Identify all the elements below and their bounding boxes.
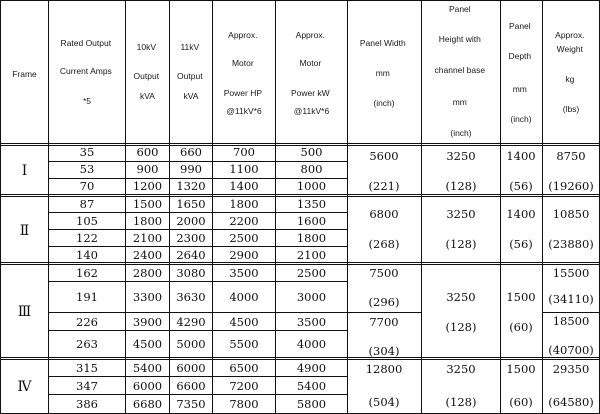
cell-11kv: 990 <box>180 162 202 176</box>
cell-amps: 386 <box>76 397 98 411</box>
table-row <box>76 379 326 393</box>
cell-10kv: 2100 <box>132 231 163 245</box>
frame-label: Ⅲ <box>17 304 32 320</box>
cell-11kv: 2640 <box>176 248 206 262</box>
cell-amps: 140 <box>76 248 98 262</box>
cell-kw: 2500 <box>296 266 327 280</box>
cell-kw: 4000 <box>296 337 327 351</box>
cell-weight: 29350 <box>552 362 590 376</box>
cell-kw: 1000 <box>296 179 327 193</box>
table-row <box>76 315 326 329</box>
cell-10kv: 3900 <box>132 315 163 329</box>
cell-amps: 87 <box>79 197 95 211</box>
header-frame: Frame <box>12 69 37 79</box>
cell-width: 6800 <box>369 207 399 221</box>
cell-weight-lbs: (34110) <box>548 292 594 306</box>
cell-10kv: 600 <box>136 145 159 159</box>
cell-10kv: 900 <box>136 162 159 176</box>
cell-weight: 18500 <box>552 314 590 328</box>
cell-hp: 4500 <box>229 315 259 329</box>
cell-11kv: 2000 <box>176 214 206 228</box>
frame-dims <box>366 362 594 409</box>
table-row <box>76 397 326 411</box>
cell-width-inch: (304) <box>368 344 400 358</box>
cell-10kv: 3300 <box>132 290 163 304</box>
header-panel-depth: Panel Depth mm (inch) <box>508 21 532 124</box>
cell-10kv: 6680 <box>132 397 163 411</box>
cell-kw: 3500 <box>296 315 327 329</box>
frame-label: Ⅱ <box>19 223 30 239</box>
table-row <box>76 231 326 245</box>
frame-label: Ⅰ <box>21 163 28 179</box>
cell-height: 3250 <box>446 149 476 163</box>
cell-weight-lbs: (23880) <box>548 237 594 251</box>
cell-height: 3250 <box>446 207 476 221</box>
cell-11kv: 5000 <box>176 337 206 351</box>
cell-hp: 3500 <box>229 266 259 280</box>
cell-kw: 5800 <box>296 397 327 411</box>
cell-weight-lbs: (19260) <box>548 179 594 193</box>
cell-11kv: 3080 <box>176 266 206 280</box>
cell-width-inch: (268) <box>368 237 400 251</box>
cell-11kv: 1320 <box>176 179 206 193</box>
table-row <box>76 214 326 228</box>
cell-depth: 1400 <box>506 207 536 221</box>
frame-label: Ⅳ <box>17 379 32 395</box>
cell-10kv: 1800 <box>132 214 163 228</box>
table-row <box>76 337 326 351</box>
cell-10kv: 6000 <box>132 379 163 393</box>
cell-10kv: 5400 <box>132 361 163 375</box>
cell-11kv: 660 <box>180 145 202 159</box>
cell-hp: 7200 <box>229 379 259 393</box>
cell-height: 3250 <box>446 362 476 376</box>
cell-hp: 7800 <box>229 397 259 411</box>
cell-10kv: 2800 <box>132 266 163 280</box>
cell-width-inch: (221) <box>368 179 400 193</box>
table-row <box>76 266 326 280</box>
cell-amps: 315 <box>76 361 98 375</box>
cell-width: 12800 <box>365 362 403 376</box>
cell-hp: 2900 <box>229 248 259 262</box>
frame-labels <box>18 163 33 395</box>
cell-amps: 191 <box>76 290 98 304</box>
cell-hp: 2200 <box>229 214 259 228</box>
header-10kv: 10kV Output kVA <box>133 42 160 101</box>
cell-11kv: 7350 <box>176 397 206 411</box>
cell-weight: 15500 <box>552 266 590 280</box>
cell-depth-inch: (60) <box>509 320 533 334</box>
cell-width-inch: (296) <box>368 295 400 309</box>
cell-hp: 1400 <box>229 179 259 193</box>
cell-kw: 3000 <box>296 290 327 304</box>
cell-height-inch: (128) <box>445 179 477 193</box>
cell-amps: 263 <box>76 337 98 351</box>
cell-height-inch: (128) <box>445 395 477 409</box>
cell-height: 3250 <box>446 290 476 304</box>
cell-11kv: 6000 <box>176 361 206 375</box>
cell-hp: 2500 <box>229 231 259 245</box>
cell-hp: 6500 <box>229 361 259 375</box>
cell-10kv: 1500 <box>132 197 163 211</box>
cell-kw: 800 <box>300 162 323 176</box>
cell-depth-inch: (56) <box>509 237 533 251</box>
cell-width-inch: (504) <box>368 395 400 409</box>
cell-10kv: 2400 <box>132 248 163 262</box>
cell-depth: 1500 <box>506 290 536 304</box>
header-weight: Approx. Weight kg (lbs) <box>555 30 585 114</box>
cell-kw: 1800 <box>296 231 327 245</box>
cell-hp: 5500 <box>229 337 259 351</box>
cell-hp: 1800 <box>229 197 259 211</box>
cell-weight-lbs: (64580) <box>548 395 594 409</box>
cell-depth: 1500 <box>506 362 536 376</box>
cell-kw: 1600 <box>296 214 327 228</box>
table-row <box>76 290 326 304</box>
cell-depth: 1400 <box>506 149 536 163</box>
header-rated-output: Rated Output Current Amps *5 <box>59 38 112 106</box>
cell-height-inch: (128) <box>445 237 477 251</box>
cell-hp: 4000 <box>229 290 259 304</box>
cell-depth-inch: (56) <box>509 179 533 193</box>
cell-weight: 8750 <box>556 149 586 163</box>
cell-11kv: 1650 <box>176 197 206 211</box>
cell-amps: 226 <box>76 315 98 329</box>
cell-weight: 10850 <box>552 207 590 221</box>
cell-11kv: 6600 <box>176 379 206 393</box>
cell-width: 5600 <box>369 149 399 163</box>
header-panel-width: Panel Width mm (inch) <box>359 38 406 108</box>
cell-10kv: 4500 <box>132 337 163 351</box>
header-motor-kw: Approx. Motor Power kW @11kV*6 <box>290 30 330 116</box>
cell-amps: 35 <box>79 145 95 159</box>
table-row <box>80 162 323 176</box>
cell-11kv: 3630 <box>176 290 206 304</box>
header-11kv: 11kV Output kVA <box>177 42 203 101</box>
frame-dims <box>369 207 594 251</box>
table-row <box>76 361 326 375</box>
cell-kw: 500 <box>300 145 323 159</box>
cell-amps: 347 <box>76 379 98 393</box>
header-panel-height: Panel Height with channel base mm (inch) <box>434 4 486 138</box>
cell-11kv: 2300 <box>176 231 206 245</box>
header-motor-hp: Approx. Motor Power HP @11kV*6 <box>223 30 262 116</box>
table-row <box>80 197 326 211</box>
cell-amps: 53 <box>79 162 95 176</box>
cell-amps: 122 <box>76 231 98 245</box>
cell-height-inch: (128) <box>445 320 477 334</box>
frame-dims <box>369 149 594 193</box>
table-row <box>76 248 326 262</box>
cell-kw: 4900 <box>296 361 327 375</box>
cell-hp: 700 <box>233 145 255 159</box>
cell-weight-lbs: (40700) <box>548 343 594 357</box>
cell-kw: 1350 <box>296 197 327 211</box>
cell-kw: 5400 <box>296 379 327 393</box>
cell-depth-inch: (60) <box>509 395 533 409</box>
cell-amps: 105 <box>76 214 98 228</box>
cell-amps: 162 <box>76 266 98 280</box>
cell-hp: 1100 <box>229 162 259 176</box>
cell-width: 7700 <box>369 315 399 329</box>
cell-width: 7500 <box>369 266 399 280</box>
table-row <box>80 145 323 159</box>
cell-11kv: 4290 <box>176 315 206 329</box>
cell-kw: 2100 <box>296 248 327 262</box>
cell-10kv: 1200 <box>132 179 163 193</box>
cell-amps: 70 <box>79 179 95 193</box>
table-row <box>80 179 326 193</box>
